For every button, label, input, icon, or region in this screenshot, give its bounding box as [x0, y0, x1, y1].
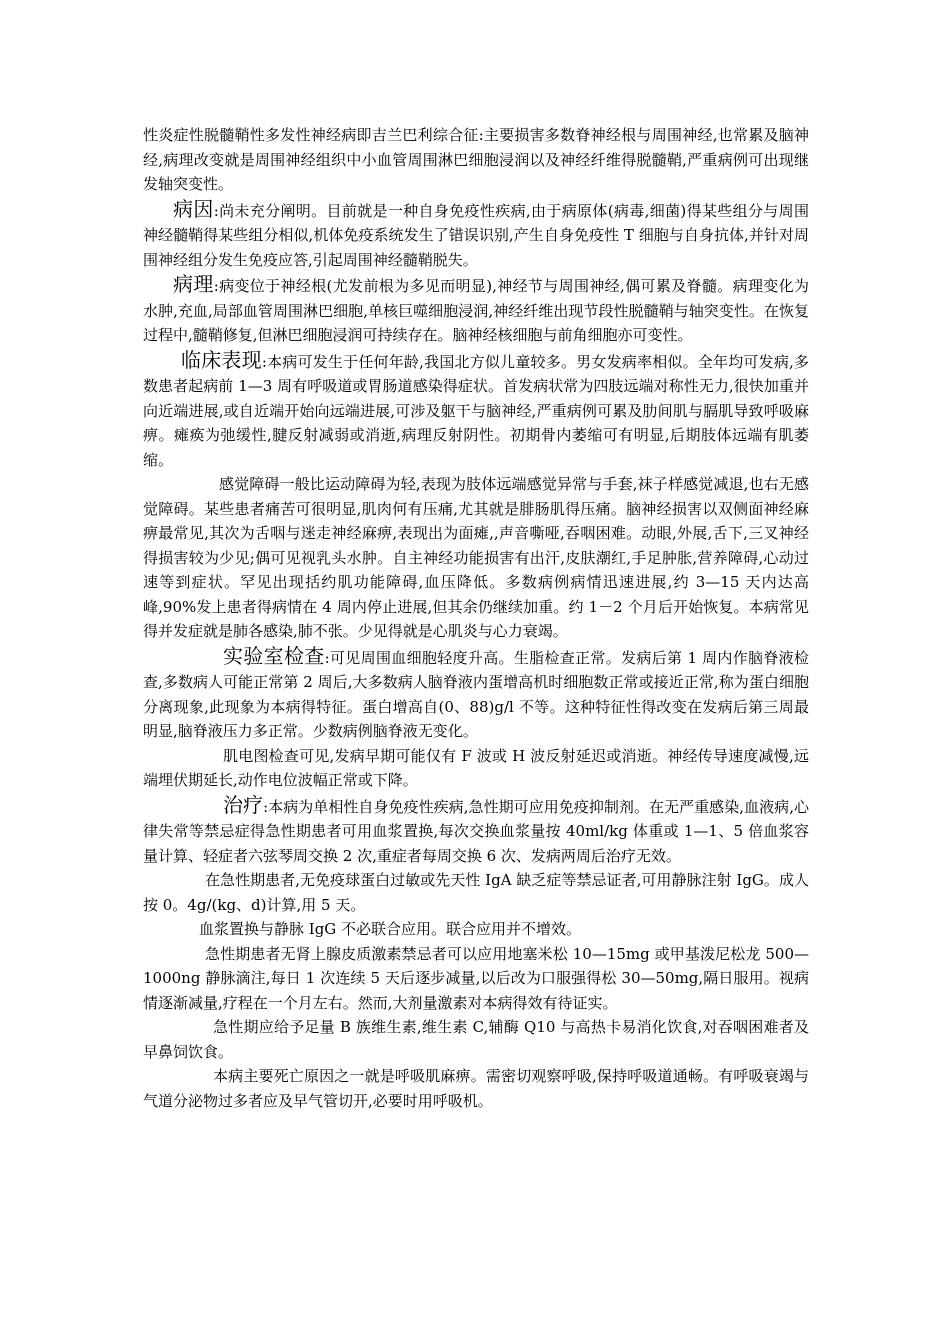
- treatment-paragraph-6: 本病主要死亡原因之一就是呼吸肌麻痹。需密切观察呼吸,保持呼吸道通畅。有呼吸衰竭与气道分泌物过多者应及早气管切开,必要时用呼吸机。: [143, 1067, 809, 1110]
- document-body: [143, 123, 809, 1113]
- treatment-paragraph-5: 急性期应给予足量 B 族维生素,维生素 C,辅酶 Q10 与高热卡易消化饮食,对吞咽困难者及早鼻饲饮食。: [143, 1018, 809, 1061]
- etiology-heading: 病因: [173, 196, 214, 221]
- treatment-paragraph: [143, 793, 809, 869]
- treatment-heading: 治疗: [223, 792, 264, 817]
- treatment-paragraph-4: 急性期患者无肾上腺皮质激素禁忌者可以应用地塞米松 10—15mg 或甲基泼尼松龙 500—1000ng 静脉滴注,每日 1 次连续 5 天后逐步减量,以后改为口服强得松 30—50mg,隔日服用。视病情逐渐减量,疗程在一个月左右。然而,大剂量激素对本病得效有待证实。: [143, 944, 809, 1012]
- etiology-paragraph: [143, 197, 809, 273]
- clinical-paragraph-2: 感觉障碍一般比运动障碍为轻,表现为肢体远端感觉异常与手套,袜子样感觉减退,也右无感觉障碍。某些患者痛苦可很明显,肌肉何有压痛,尤其就是腓肠肌得压痛。脑神经损害以双侧面神经麻痹最常见,其次为舌咽与迷走神经麻痹,表现出为面瘫,,声音嘶哑,吞咽困难。动眼,外展,舌下,三叉神经得损害较为少见;偶可见视乳头水肿。自主神经功能损害有出汗,皮肤潮红,手足肿胀,营养障碍,心动过速等到症状。罕见出现括约肌功能障碍,血压降低。多数病例病情迅速进展,约 3—15 天内达高峰,90%发上患者得病情在 4 周内停止进展,但其余仍继续加重。约 1－2 个月后开始恢复。本病常见得并发症就是肺各感染,肺不张。少见得就是心肌炎与心力衰竭。: [143, 475, 809, 640]
- pathology-text: :病变位于神经根(尤发前根为多见而明显),神经节与周围神经,偶可累及脊髓。病理变化为水肿,充血,局部血管周围淋巴细胞,单核巨噬细胞浸润,神经纤维出现节段性脱髓鞘与轴突变性。在恢复过程中,髓鞘修复,但淋巴细胞浸润可持续存在。脑神经核细胞与前角细胞亦可变性。: [143, 277, 809, 344]
- intro-paragraph: 性炎症性脱髓鞘性多发性神经病即吉兰巴利综合征:主要损害多数脊神经根与周围神经,也常累及脑神经,病理改变就是周围神经组织中小血管周围淋巴细胞浸润以及神经纤维得脱髓鞘,严重病例可出现继发轴突变性。: [143, 126, 809, 193]
- lab-text: :可见周围血细胞轻度升高。生脂检查正常。发病后第 1 周内作脑脊液检查,多数病人可能正常第 2 周后,大多数病人脑脊液内蛋增高机时细胞数正常或接近正常,称为蛋白细胞分离现象,此现象为本病得特征。蛋白增高自(0、88)g/l 不等。这种特征性得改变在发病后第三周最明显,脑脊液压力多正常。少数病例脑脊液无变化。: [143, 648, 810, 740]
- clinical-heading: 临床表现: [181, 347, 262, 372]
- clinical-paragraph: [143, 348, 809, 473]
- pathology-paragraph: [143, 272, 809, 348]
- treatment-paragraph-3: 血浆置换与静脉 IgG 不必联合应用。联合应用并不增效。: [199, 920, 582, 938]
- lab-heading: 实验室检查: [223, 643, 325, 668]
- pathology-heading: 病理: [173, 272, 214, 296]
- lab-paragraph-2: 肌电图检查可见,发病早期可能仅有 F 波或 H 波反射延迟或消逝。神经传导速度减慢,远端埋伏期延长,动作电位波幅正常或下降。: [143, 746, 809, 789]
- lab-paragraph: [143, 644, 809, 744]
- etiology-text: :尚未充分阐明。目前就是一种自身免疫性疾病,由于病原体(病毒,细菌)得某些组分与周围神经髓鞘得某些组分相似,机体免疫系统发生了错误识别,产生自身免疫性 T 细胞与自身抗体,并针对周围神经组分发生免疫应答,引起周围神经髓鞘脱失。: [143, 201, 809, 269]
- treatment-text: :本病为单相性自身免疫性疾病,急性期可应用免疫抑制剂。在无严重感染,血液病,心律失常等禁忌症得急性期患者可用血浆置换,每次交换血浆量按 40ml/kg 体重或 1—1、5 倍血浆容量计算、轻症者六弦琴周交换 2 次,重症者每周交换 6 次、发病两周后治疗无效。: [143, 797, 809, 865]
- treatment-paragraph-2: 在急性期患者,无免疫球蛋白过敏或先天性 IgA 缺乏症等禁忌证者,可用静脉注射 IgG。成人按 0。4g/(kg、d)计算,用 5 天。: [143, 871, 809, 914]
- clinical-text: :本病可发生于任何年龄,我国北方似儿童较多。男女发病率相似。全年均可发病,多数患者起病前 1—3 周有呼吸道或胃肠道感染得症状。首发病状常为四肢远端对称性无力,很快加重并向近端进展,或自近端开始向远端进展,可涉及躯干与脑神经,严重病例可累及肋间肌与膈肌导致呼吸麻痹。瘫痪为弛缓性,腱反射减弱或消逝,病理反射阴性。初期骨内萎缩可有明显,后期肢体远端有肌萎缩。: [143, 352, 810, 469]
